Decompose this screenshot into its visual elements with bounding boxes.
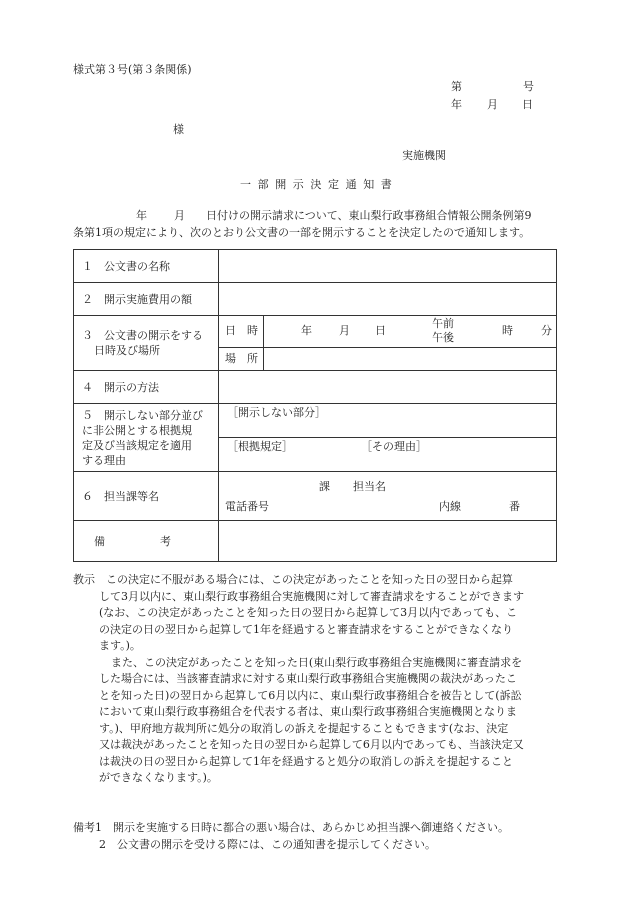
datetime-am: 午前 <box>432 317 454 330</box>
row2-label-text: ２ 開示実施費用の額 <box>82 292 192 306</box>
undisclosed-part-label: ［開示しない部分］ <box>227 406 326 419</box>
row-undisclosed <box>74 404 557 472</box>
instruction-line-13: ができなくなります。)。 <box>99 771 218 784</box>
instruction-line-7: した場合には、当該審査請求に対する東山梨行政事務組合実施機関の裁決があったこ <box>99 672 517 685</box>
section-label: 課 <box>319 480 330 493</box>
datetime-pm: 午後 <box>432 331 454 344</box>
datetime-hour: 時 <box>502 324 513 337</box>
instruction-line-10: す。)、甲府地方裁判所に処分の取消しの訴えを提起することもできます(なお、決定 <box>99 721 509 735</box>
row3-place <box>219 348 556 370</box>
row5-label-line1: ５ 開示しない部分並び <box>82 408 203 422</box>
row5-label-line3: 定及び当該規定を適用 <box>82 438 192 452</box>
instruction-line-4: の決定の日の翌日から起算して1年を経過すると審査請求をすることができなくなり <box>99 622 513 636</box>
datetime-day: 日 <box>375 324 386 337</box>
intro-line-2: 条第1項の規定により、次のとおり公文書の一部を開示することを決定したので通知します。 <box>73 226 531 239</box>
row3-label-line1: ３ 公文書の開示をする <box>82 329 203 342</box>
row5-label <box>74 404 219 472</box>
instruction-line-2: して3月以内に、東山梨行政事務組合実施機関に対して審査請求をすることができます <box>99 589 524 603</box>
row7-label <box>74 521 219 562</box>
row3-label-line2: 日時及び場所 <box>94 344 160 357</box>
date-month: 月 <box>487 98 498 111</box>
remark-2: 2 公文書の開示を受ける際には、この通知書を提示してください。 <box>99 837 436 851</box>
row2-value <box>219 283 557 316</box>
row7-label-text: 備 考 <box>94 534 171 548</box>
datetime-minute: 分 <box>541 324 552 337</box>
doc-number-label: 第 <box>451 80 462 93</box>
row7-value <box>219 521 557 562</box>
row-contact <box>74 472 557 521</box>
row-remarks <box>74 521 557 562</box>
row-method <box>74 371 557 404</box>
instruction-block <box>73 572 563 787</box>
row6-label-text: ６ 担当課等名 <box>82 489 159 503</box>
row5-basis-reason <box>219 438 556 471</box>
row6-label <box>74 472 219 521</box>
datetime-divider <box>263 316 264 347</box>
phone-label: 電話番号 <box>225 500 269 513</box>
instruction-line-11: 又は裁決があったことを知った日の翌日から起算して6月以内であっても、当該決定又 <box>99 738 524 751</box>
person-label: 担当名 <box>353 480 386 493</box>
row4-label <box>74 371 219 404</box>
remarks-block <box>73 820 563 853</box>
basis-label: ［根拠規定］ <box>227 440 293 453</box>
doc-number-suffix: 号 <box>523 80 534 93</box>
instruction-line-5: ます。)。 <box>99 639 141 652</box>
reason-label: ［その理由］ <box>361 440 427 453</box>
place-label: 場 所 <box>225 352 258 365</box>
datetime-month: 月 <box>339 324 350 337</box>
row3-datetime <box>219 316 556 348</box>
instruction-line-9: において東山梨行政事務組合を代表する者は、東山梨行政事務組合実施機関となりま <box>99 705 517 718</box>
instruction-line-6: また、この決定があったことを知った日(東山梨行政事務組合実施機関に審査請求を <box>111 655 523 669</box>
row2-label <box>74 283 219 316</box>
place-divider <box>263 348 264 370</box>
row4-value <box>219 371 557 404</box>
intro-month: 月 <box>174 209 185 222</box>
row-datetime-place <box>74 316 557 371</box>
instruction-line-3: (なお、この決定があったことを知った日の翌日から起算して3月以内であっても、こ <box>99 606 518 619</box>
row6-value <box>219 472 557 521</box>
row5-label-line2: に非公開とする根拠規 <box>82 423 192 437</box>
row5-value <box>219 404 557 472</box>
row1-label <box>74 250 219 283</box>
row3-value <box>219 316 557 371</box>
datetime-label: 日 時 <box>225 324 258 337</box>
addressee-suffix: 様 <box>173 123 184 136</box>
sender-label: 実施機関 <box>402 149 446 162</box>
row5-part <box>219 404 556 438</box>
row5-label-line4: する理由 <box>82 453 126 467</box>
intro-year: 年 <box>136 209 147 222</box>
extension-suffix: 番 <box>509 500 520 513</box>
instruction-line-12: は裁決の日の翌日から起算して1年を経過すると処分の取消しの訴えを提起すること <box>99 754 513 768</box>
row3-label <box>74 316 219 371</box>
row6-contents <box>219 472 556 520</box>
extension-label: 内線 <box>439 500 461 513</box>
row4-label-text: ４ 開示の方法 <box>82 380 159 394</box>
datetime-year: 年 <box>301 324 312 337</box>
intro-line-1: 日付けの開示請求について、東山梨行政事務組合情報公開条例第9 <box>206 209 532 222</box>
instruction-line-8: とを知った日)の翌日から起算して6月以内に、東山梨行政事務組合を被告として(訴訟 <box>99 688 522 702</box>
date-year: 年 <box>451 98 462 111</box>
document-title: 一部開示決定通知書 <box>240 178 399 191</box>
date-day: 日 <box>522 98 533 111</box>
form-number: 様式第３号(第３条関係) <box>73 63 192 76</box>
row-fee <box>74 283 557 316</box>
instruction-line-1: 教示 この決定に不服がある場合には、この決定があったことを知った日の翌日から起算 <box>73 573 513 586</box>
row-document-name <box>74 250 557 283</box>
remark-1: 備考1 開示を実施する日時に都合の悪い場合は、あらかじめ担当課へ御連絡ください。 <box>73 821 509 834</box>
row1-value <box>219 250 557 283</box>
notice-table <box>73 249 557 562</box>
row1-label-text: １ 公文書の名称 <box>82 259 170 273</box>
